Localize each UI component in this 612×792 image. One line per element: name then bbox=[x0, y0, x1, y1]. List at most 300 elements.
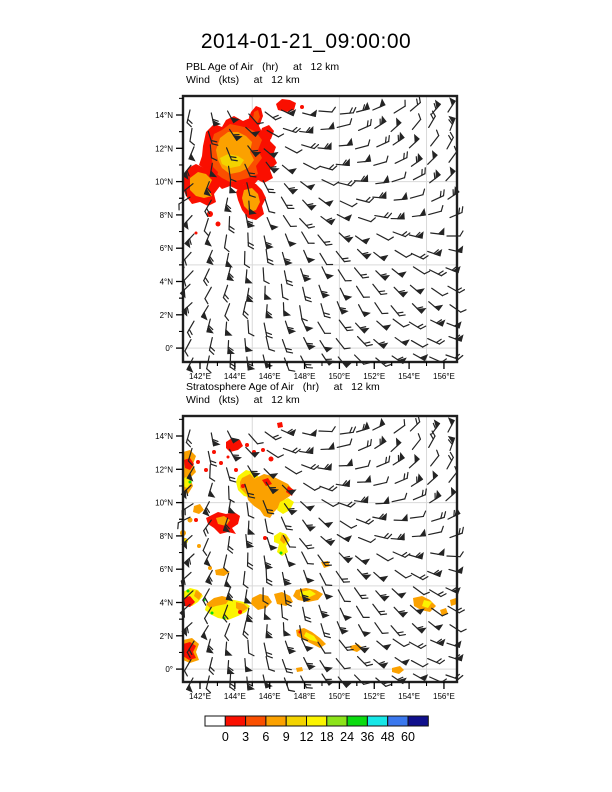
colorbar-tick-label: 36 bbox=[360, 730, 375, 744]
x-tick-label: 152°E bbox=[363, 692, 386, 701]
wind-barb bbox=[206, 676, 215, 693]
wind-barb bbox=[228, 341, 234, 354]
wind-barb bbox=[354, 460, 371, 468]
wind-barb bbox=[304, 569, 314, 583]
wind-barb bbox=[245, 590, 252, 604]
wind-barb bbox=[264, 235, 272, 249]
pbl-header-line2: Wind (kts) at 12 km bbox=[186, 74, 300, 86]
wind-barb bbox=[446, 350, 463, 360]
wind-barb bbox=[304, 159, 321, 171]
wind-barb bbox=[430, 190, 447, 201]
x-tick-label: 154°E bbox=[398, 372, 421, 381]
wind-barb bbox=[373, 281, 387, 297]
wind-barb bbox=[265, 428, 281, 441]
wind-barb bbox=[374, 335, 387, 348]
wind-barb bbox=[338, 587, 350, 603]
wind-barb bbox=[248, 640, 254, 656]
x-tick-label: 146°E bbox=[258, 692, 281, 701]
wind-barb bbox=[264, 555, 271, 569]
wind-barb bbox=[339, 317, 353, 333]
wind-barb bbox=[303, 428, 317, 436]
wind-barb bbox=[430, 586, 446, 598]
pbl-map-panel bbox=[155, 96, 466, 381]
contour-speck bbox=[197, 544, 201, 548]
contour-speck bbox=[261, 448, 265, 452]
wind-barb bbox=[245, 658, 252, 671]
wind-barb bbox=[395, 653, 409, 665]
wind-barb bbox=[394, 604, 407, 617]
wind-barb bbox=[303, 108, 317, 117]
wind-barb bbox=[443, 452, 455, 468]
x-tick-label: 142°E bbox=[189, 692, 211, 701]
wind-barb bbox=[300, 215, 315, 230]
wind-barb bbox=[340, 108, 356, 114]
wind-barb bbox=[283, 302, 289, 315]
wind-barb bbox=[447, 638, 461, 647]
wind-barb bbox=[424, 151, 437, 164]
colorbar-tick-label: 0 bbox=[221, 730, 229, 744]
wind-barb bbox=[372, 117, 386, 129]
wind-barb bbox=[300, 535, 314, 551]
wind-barb bbox=[410, 281, 423, 294]
x-tick-label: 156°E bbox=[433, 692, 455, 701]
y-tick-label: 4°N bbox=[159, 598, 173, 608]
wind-barb bbox=[431, 548, 445, 556]
wind-barb bbox=[427, 450, 441, 466]
wind-barb bbox=[281, 195, 293, 211]
wind-barb bbox=[412, 209, 426, 216]
page-title: 2014-01-21_09:00:00 bbox=[200, 30, 412, 53]
wind-barb bbox=[394, 193, 407, 200]
wind-barb bbox=[319, 194, 333, 206]
x-tick-label: 152°E bbox=[363, 372, 386, 381]
wind-barb bbox=[395, 333, 409, 345]
wind-barb bbox=[373, 192, 386, 198]
wind-barb bbox=[390, 133, 404, 145]
wind-barb bbox=[338, 267, 351, 283]
contour-speck bbox=[194, 518, 198, 522]
wind-barb bbox=[224, 624, 234, 641]
wind-barb bbox=[266, 305, 273, 318]
wind-barb bbox=[339, 229, 352, 242]
wind-barb bbox=[393, 152, 410, 163]
wind-barb bbox=[373, 601, 387, 617]
wind-barb bbox=[409, 114, 423, 130]
contour-speck bbox=[216, 222, 221, 227]
contour-speck bbox=[204, 468, 208, 472]
wind-barb bbox=[355, 423, 369, 432]
wind-barb bbox=[358, 653, 373, 668]
wind-barb bbox=[210, 465, 216, 481]
colorbar-box bbox=[246, 716, 266, 726]
wind-barb bbox=[428, 654, 445, 665]
wind-barb bbox=[209, 483, 218, 497]
contour-speck bbox=[300, 105, 304, 109]
wind-barb bbox=[229, 486, 235, 502]
wind-barb bbox=[409, 550, 423, 559]
wind-barb bbox=[336, 479, 350, 486]
wind-barb bbox=[411, 336, 427, 348]
wind-barb bbox=[357, 440, 374, 451]
wind-barb bbox=[356, 552, 370, 564]
wind-barb bbox=[202, 626, 213, 640]
wind-barb bbox=[186, 321, 198, 337]
wind-barb bbox=[187, 358, 198, 372]
wind-barb bbox=[357, 194, 374, 203]
colorbar-box bbox=[408, 716, 428, 726]
wind-barb bbox=[359, 302, 370, 316]
wind-barb bbox=[284, 676, 294, 693]
wind-barb bbox=[283, 444, 300, 454]
x-tick-label: 146°E bbox=[258, 372, 281, 381]
wind-barb bbox=[322, 175, 339, 186]
wind-barb bbox=[186, 110, 194, 127]
wind-barb bbox=[447, 318, 461, 328]
wind-barb bbox=[283, 213, 296, 229]
wind-barb bbox=[372, 437, 386, 449]
wind-barb bbox=[408, 475, 422, 487]
wind-barb bbox=[375, 211, 392, 219]
wind-barb bbox=[282, 161, 296, 174]
wind-barb bbox=[300, 446, 314, 453]
colorbar-tick-label: 18 bbox=[319, 730, 334, 744]
wind-barb bbox=[373, 512, 387, 520]
wind-barb bbox=[373, 477, 390, 485]
wind-barb bbox=[428, 566, 442, 576]
wind-barb bbox=[184, 554, 197, 567]
contour-patch bbox=[392, 666, 404, 674]
wind-barb bbox=[391, 100, 407, 113]
wind-barb bbox=[282, 251, 291, 265]
wind-barb bbox=[393, 472, 410, 483]
wind-barb bbox=[338, 354, 350, 368]
contour-speck bbox=[187, 590, 190, 593]
wind-barb bbox=[358, 246, 371, 259]
wind-barb bbox=[228, 661, 234, 674]
wind-barb bbox=[182, 271, 197, 286]
wind-barb bbox=[336, 439, 353, 447]
wind-barb bbox=[303, 606, 311, 623]
wind-barb bbox=[428, 101, 441, 114]
contour-patch bbox=[296, 667, 303, 672]
wind-barb bbox=[203, 219, 213, 236]
wind-barb bbox=[321, 622, 330, 639]
wind-barb bbox=[182, 623, 195, 636]
wind-barb bbox=[285, 552, 294, 566]
wind-barb bbox=[227, 537, 234, 554]
colorbar-box bbox=[367, 716, 387, 726]
wind-barb bbox=[224, 304, 234, 321]
wind-barb bbox=[302, 229, 314, 245]
wind-barb bbox=[304, 335, 315, 349]
wind-barb bbox=[319, 106, 335, 112]
wind-barb bbox=[246, 270, 253, 283]
wind-barb bbox=[207, 639, 216, 653]
wind-barb bbox=[375, 620, 388, 636]
wind-barb bbox=[282, 571, 290, 585]
wind-barb bbox=[429, 617, 443, 629]
wind-barb bbox=[300, 305, 308, 322]
wind-barb bbox=[282, 338, 292, 355]
y-tick-label: 10°N bbox=[155, 177, 173, 187]
wind-barb bbox=[189, 147, 199, 161]
wind-barb bbox=[265, 286, 271, 299]
wind-barb bbox=[358, 333, 373, 348]
colorbar-box bbox=[347, 716, 367, 726]
contour-speck bbox=[208, 566, 212, 570]
wind-barb bbox=[224, 235, 231, 252]
wind-barb bbox=[207, 319, 216, 333]
wind-barb bbox=[375, 177, 389, 184]
x-tick-label: 156°E bbox=[433, 372, 455, 381]
wind-barb bbox=[301, 177, 315, 189]
wind-barb bbox=[179, 572, 194, 586]
pbl-age-of-air-contours bbox=[183, 99, 304, 235]
wind-barb bbox=[394, 515, 407, 521]
wind-barb bbox=[203, 502, 214, 516]
contour-speck bbox=[212, 450, 216, 454]
wind-barb bbox=[413, 349, 427, 360]
wind-barb bbox=[227, 267, 236, 281]
wind-barb bbox=[303, 286, 312, 303]
wind-barb bbox=[285, 319, 294, 333]
wind-barb bbox=[265, 198, 275, 215]
wind-barb bbox=[377, 550, 393, 563]
colorbar-box bbox=[225, 716, 245, 726]
wind-barb bbox=[338, 178, 355, 187]
wind-barb bbox=[336, 335, 350, 351]
wind-barb bbox=[443, 98, 455, 112]
wind-barb bbox=[406, 455, 419, 468]
wind-barb bbox=[285, 142, 301, 154]
wind-barb bbox=[443, 132, 455, 148]
wind-barb bbox=[338, 674, 350, 688]
colorbar-box bbox=[388, 716, 408, 726]
wind-barb bbox=[267, 215, 277, 229]
wind-barb bbox=[285, 639, 294, 653]
contour-speck bbox=[290, 102, 294, 106]
wind-barb bbox=[189, 128, 196, 145]
wind-barb bbox=[445, 116, 455, 130]
wind-barb bbox=[285, 463, 301, 476]
wind-barb bbox=[410, 511, 427, 518]
wind-barb bbox=[391, 622, 405, 637]
wind-barb bbox=[321, 123, 334, 129]
wind-barb bbox=[202, 269, 213, 286]
wind-barb bbox=[409, 638, 425, 650]
wind-barb bbox=[408, 434, 422, 450]
wind-barb bbox=[264, 642, 272, 659]
wind-barb bbox=[226, 322, 233, 335]
y-tick-label: 12°N bbox=[155, 465, 173, 475]
wind-barb bbox=[340, 606, 350, 620]
wind-barb bbox=[266, 625, 272, 638]
contour-patch bbox=[193, 504, 204, 514]
wind-barb bbox=[281, 604, 287, 620]
contour-patch bbox=[274, 592, 293, 606]
wind-barb bbox=[374, 568, 387, 581]
wind-barb bbox=[372, 156, 389, 165]
x-tick-label: 150°E bbox=[328, 692, 351, 701]
pbl-header-line1: PBL Age of Air (hr) at 12 km bbox=[186, 61, 340, 73]
wind-barb bbox=[222, 285, 232, 302]
wind-barb bbox=[266, 249, 273, 266]
colorbar-tick-label: 24 bbox=[340, 730, 355, 744]
wind-barb bbox=[445, 436, 455, 450]
wind-barb bbox=[446, 670, 463, 680]
wind-barb bbox=[391, 213, 404, 219]
wind-barb bbox=[321, 532, 334, 545]
wind-barb bbox=[443, 418, 454, 432]
wind-barb bbox=[266, 335, 274, 352]
wind-barb bbox=[265, 518, 273, 535]
wind-barb bbox=[395, 566, 411, 579]
wind-barb bbox=[393, 227, 410, 237]
wind-barb bbox=[376, 587, 389, 600]
colorbar-tick-label: 60 bbox=[401, 730, 415, 744]
x-tick-label: 142°E bbox=[189, 372, 211, 381]
wind-barb bbox=[321, 443, 334, 449]
wind-barb bbox=[320, 571, 332, 588]
wind-barb bbox=[424, 471, 437, 484]
contour-speck bbox=[189, 481, 192, 484]
wind-barb bbox=[375, 136, 392, 147]
wind-barb bbox=[357, 284, 370, 300]
wind-barb bbox=[387, 439, 400, 452]
wind-barb bbox=[320, 161, 337, 170]
colorbar-tick-label: 12 bbox=[299, 730, 314, 744]
wind-barb bbox=[304, 655, 315, 669]
wind-barb bbox=[371, 100, 385, 110]
wind-barb bbox=[355, 103, 369, 112]
colorbar-box bbox=[327, 716, 347, 726]
wind-barb bbox=[336, 119, 353, 128]
wind-barb bbox=[429, 298, 442, 311]
wind-barb bbox=[318, 320, 331, 336]
wind-barb bbox=[266, 655, 274, 672]
wind-barb bbox=[340, 286, 351, 300]
wind-barb bbox=[355, 175, 368, 181]
wind-barb bbox=[182, 536, 195, 549]
wind-barb bbox=[394, 283, 407, 296]
y-tick-label: 6°N bbox=[159, 244, 173, 254]
colorbar-tick-label: 3 bbox=[242, 730, 250, 744]
wind-barb bbox=[336, 569, 349, 585]
wind-barb bbox=[242, 622, 250, 639]
wind-barb bbox=[336, 248, 350, 264]
wind-barb bbox=[442, 167, 455, 180]
wind-barb bbox=[427, 206, 444, 215]
contour-speck bbox=[211, 612, 214, 615]
stratosphere-map-panel bbox=[155, 416, 466, 701]
wind-barb bbox=[302, 550, 314, 567]
wind-barb bbox=[393, 315, 409, 329]
wind-barb bbox=[211, 432, 219, 446]
wind-barb bbox=[413, 669, 427, 680]
wind-barb bbox=[430, 265, 447, 277]
wind-barb bbox=[375, 300, 388, 316]
wind-barb bbox=[283, 622, 289, 635]
wind-barb bbox=[302, 140, 319, 149]
wind-barb bbox=[374, 248, 388, 260]
wind-barb bbox=[206, 356, 214, 373]
wind-barb bbox=[377, 317, 390, 330]
x-tick-label: 148°E bbox=[293, 692, 316, 701]
wind-barb bbox=[411, 249, 428, 260]
wind-barb bbox=[320, 482, 337, 492]
wind-barb bbox=[431, 315, 445, 326]
wind-barb bbox=[427, 130, 441, 146]
wind-barb bbox=[284, 356, 294, 373]
wind-barb bbox=[391, 493, 408, 501]
colorbar bbox=[205, 716, 428, 744]
wind-barb bbox=[357, 476, 370, 482]
wind-barb bbox=[340, 427, 357, 434]
wind-barb bbox=[263, 268, 269, 284]
wind-barb bbox=[202, 539, 213, 556]
y-tick-label: 14°N bbox=[155, 432, 173, 441]
wind-barb bbox=[266, 569, 272, 585]
colorbar-box bbox=[205, 716, 225, 726]
wind-barb bbox=[431, 228, 445, 235]
wind-barb bbox=[319, 514, 332, 527]
wind-barb bbox=[248, 320, 254, 336]
wind-barb bbox=[430, 512, 447, 521]
wind-barb bbox=[320, 338, 332, 352]
wind-barb bbox=[186, 430, 195, 447]
wind-barb bbox=[370, 419, 384, 430]
stratosphere-header-line2: Wind (kts) at 12 km bbox=[186, 394, 300, 406]
wind-barb bbox=[318, 462, 332, 469]
wind-barb bbox=[304, 479, 320, 492]
y-tick-label: 2°N bbox=[159, 631, 173, 641]
contour-patch bbox=[251, 594, 272, 610]
wind-barb bbox=[246, 608, 254, 622]
wind-barb bbox=[407, 97, 422, 111]
wind-barb bbox=[359, 213, 376, 223]
wind-barb bbox=[447, 231, 463, 236]
x-tick-label: 144°E bbox=[223, 372, 246, 381]
wind-barb bbox=[318, 232, 332, 248]
wind-barb bbox=[393, 547, 410, 558]
wind-barb bbox=[390, 453, 404, 465]
wind-barb bbox=[357, 604, 370, 620]
stratosphere-wind-barb-grid bbox=[176, 416, 467, 693]
wind-barb bbox=[322, 495, 338, 507]
y-tick-label: 12°N bbox=[155, 144, 173, 154]
wind-barb bbox=[319, 283, 329, 297]
wind-barb bbox=[442, 488, 455, 501]
wind-barb bbox=[183, 660, 195, 676]
wind-barb bbox=[426, 170, 440, 182]
wind-barb bbox=[409, 230, 423, 238]
wind-barb bbox=[406, 135, 419, 148]
wind-barb bbox=[319, 604, 328, 618]
wind-barb bbox=[411, 569, 427, 581]
contour-speck bbox=[238, 610, 242, 614]
wind-barb bbox=[322, 264, 333, 278]
contour-speck bbox=[280, 552, 283, 555]
wind-barb bbox=[374, 655, 388, 668]
wind-barb bbox=[229, 217, 235, 233]
wind-barb bbox=[300, 126, 314, 133]
wind-barb bbox=[202, 306, 213, 320]
wind-barb bbox=[387, 119, 400, 132]
wind-barb bbox=[321, 212, 335, 224]
x-tick-label: 144°E bbox=[223, 692, 246, 701]
wind-barb bbox=[411, 168, 427, 180]
wind-barb bbox=[375, 531, 392, 540]
